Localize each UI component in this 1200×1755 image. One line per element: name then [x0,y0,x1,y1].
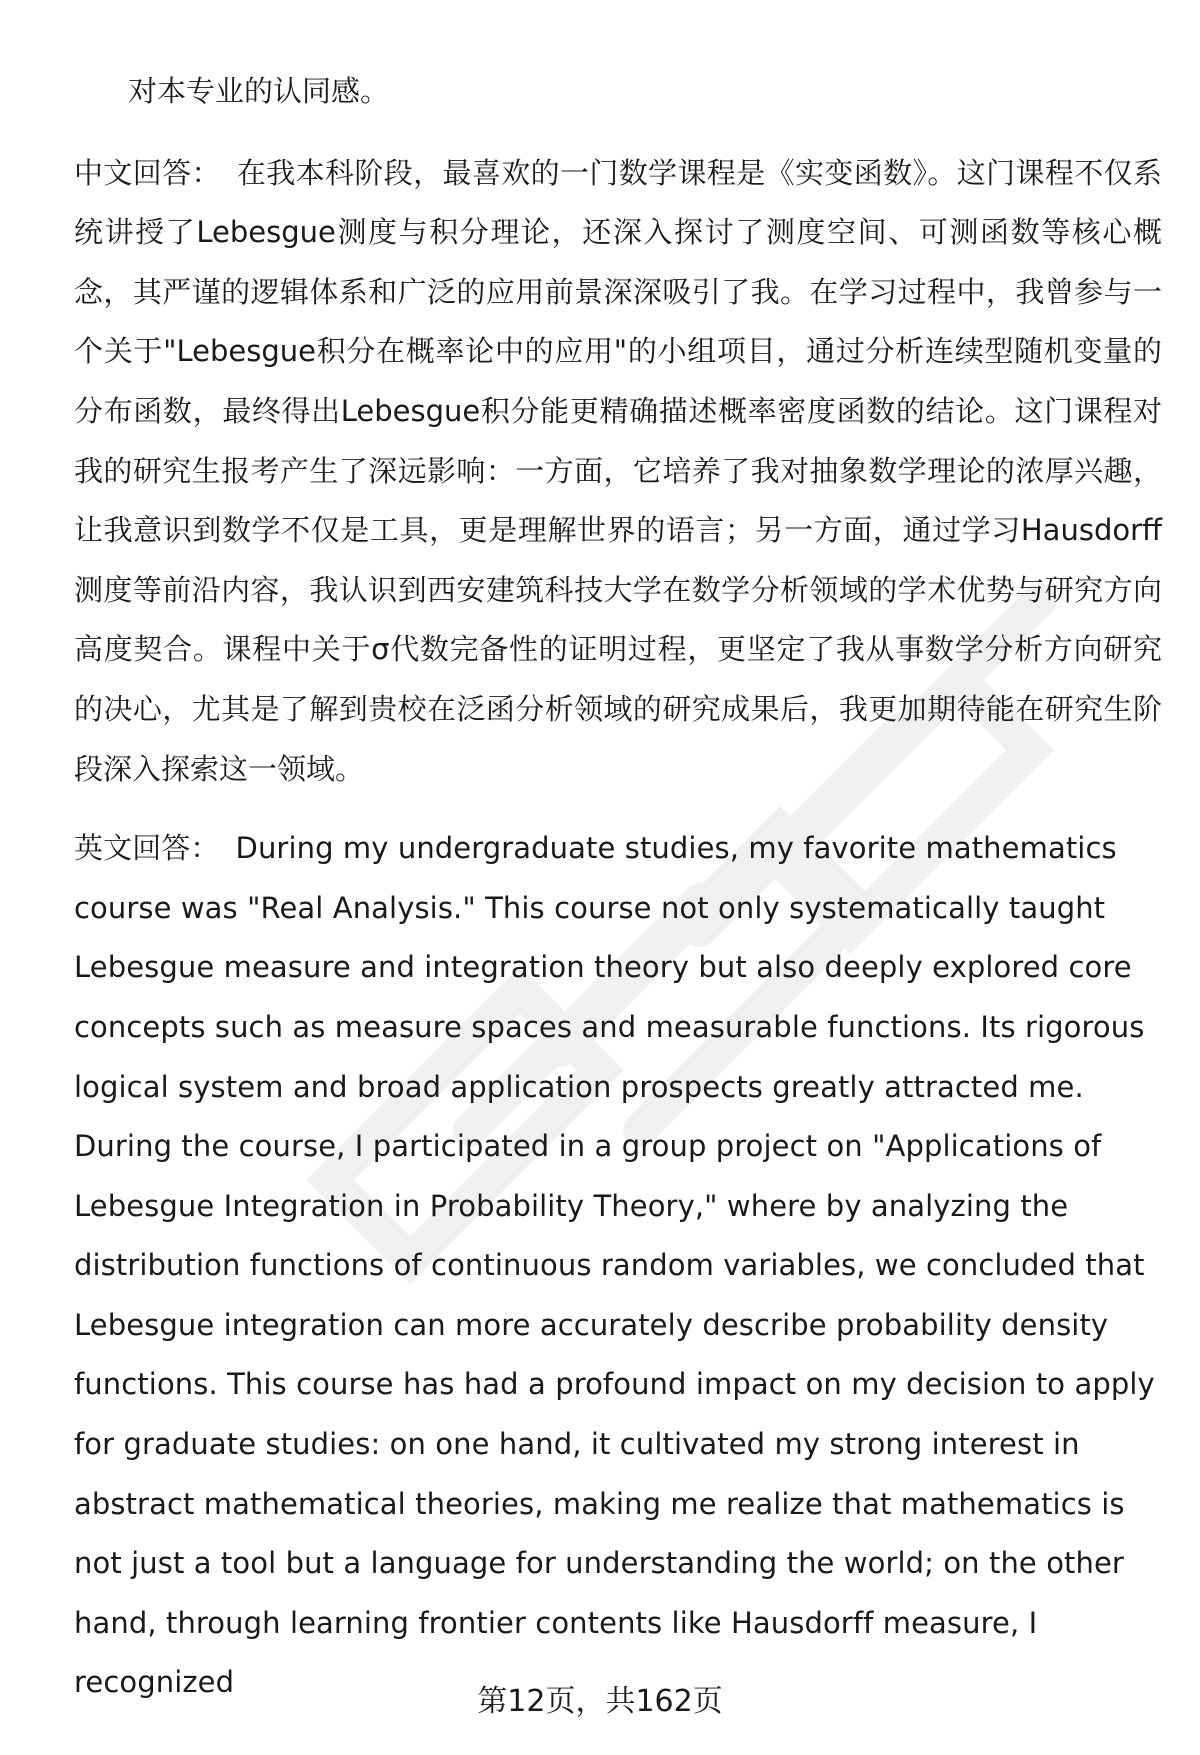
chinese-answer-label: 中文回答： [74,155,221,190]
english-answer-paragraph [74,819,1162,1713]
chinese-answer-text: 在我本科阶段，最喜欢的一门数学课程是《实变函数》。这门课程不仅系统讲授了Lebesgue测度与积分理论，还深入探讨了测度空间、可测函数等核心概念，其严谨的逻辑体系和广泛的应用前景深深吸引了我。在学习过程中，我曾参与一个关于"Lebesgue积分在概率论中的应用"的小组项目，通过分析连续型随机变量的分布函数，最终得出Lebesgue积分能更精确描述概率密度函数的结论。这门课程对我的研究生报考产生了深远影响：一方面，它培养了我对抽象数学理论的浓厚兴趣，让我意识到数学不仅是工具，更是理解世界的语言；另一方面，通过学习Hausdorff测度等前沿内容，我认识到西安建筑科技大学在数学分析领域的学术优势与研究方向高度契合。课程中关于σ代数完备性的证明过程，更坚定了我从事数学分析方向研究的决心，尤其是了解到贵校在泛函分析领域的研究成果后，我更加期待能在研究生阶段深入探索这一领域。 [74,155,1162,786]
english-answer-label: 英文回答： [74,831,220,866]
english-answer-text: During my undergraduate studies, my favorite mathematics course was "Real Analysis." This course not only systematically taught Lebesgue measure and integration theory but also deeply explored core concepts such as measure spaces and measurable functions. Its rigorous logical system and broad application prospects greatly attracted me. During the course, I participated in a group project on "Applications of Lebesgue Integration in Probability Theory," where by analyzing the distribution functions of continuous random variables, we concluded that Lebesgue integration can more accurately describe probability density functions. This course has had a profound impact on my decision to apply for graduate studies: on one hand, it cultivated my strong interest in abstract mathematical theories, making me realize that mathematics is not just a tool but a language for understanding the world; on the other hand, through learning frontier contents like Hausdorff measure, I recognized [74,831,1155,1700]
chinese-answer-paragraph [74,144,1162,800]
page-number-footer: 第12页，共162页 [477,1684,723,1719]
page-body [74,62,1162,1713]
continuation-text: 对本专业的认同感。 [128,74,390,108]
